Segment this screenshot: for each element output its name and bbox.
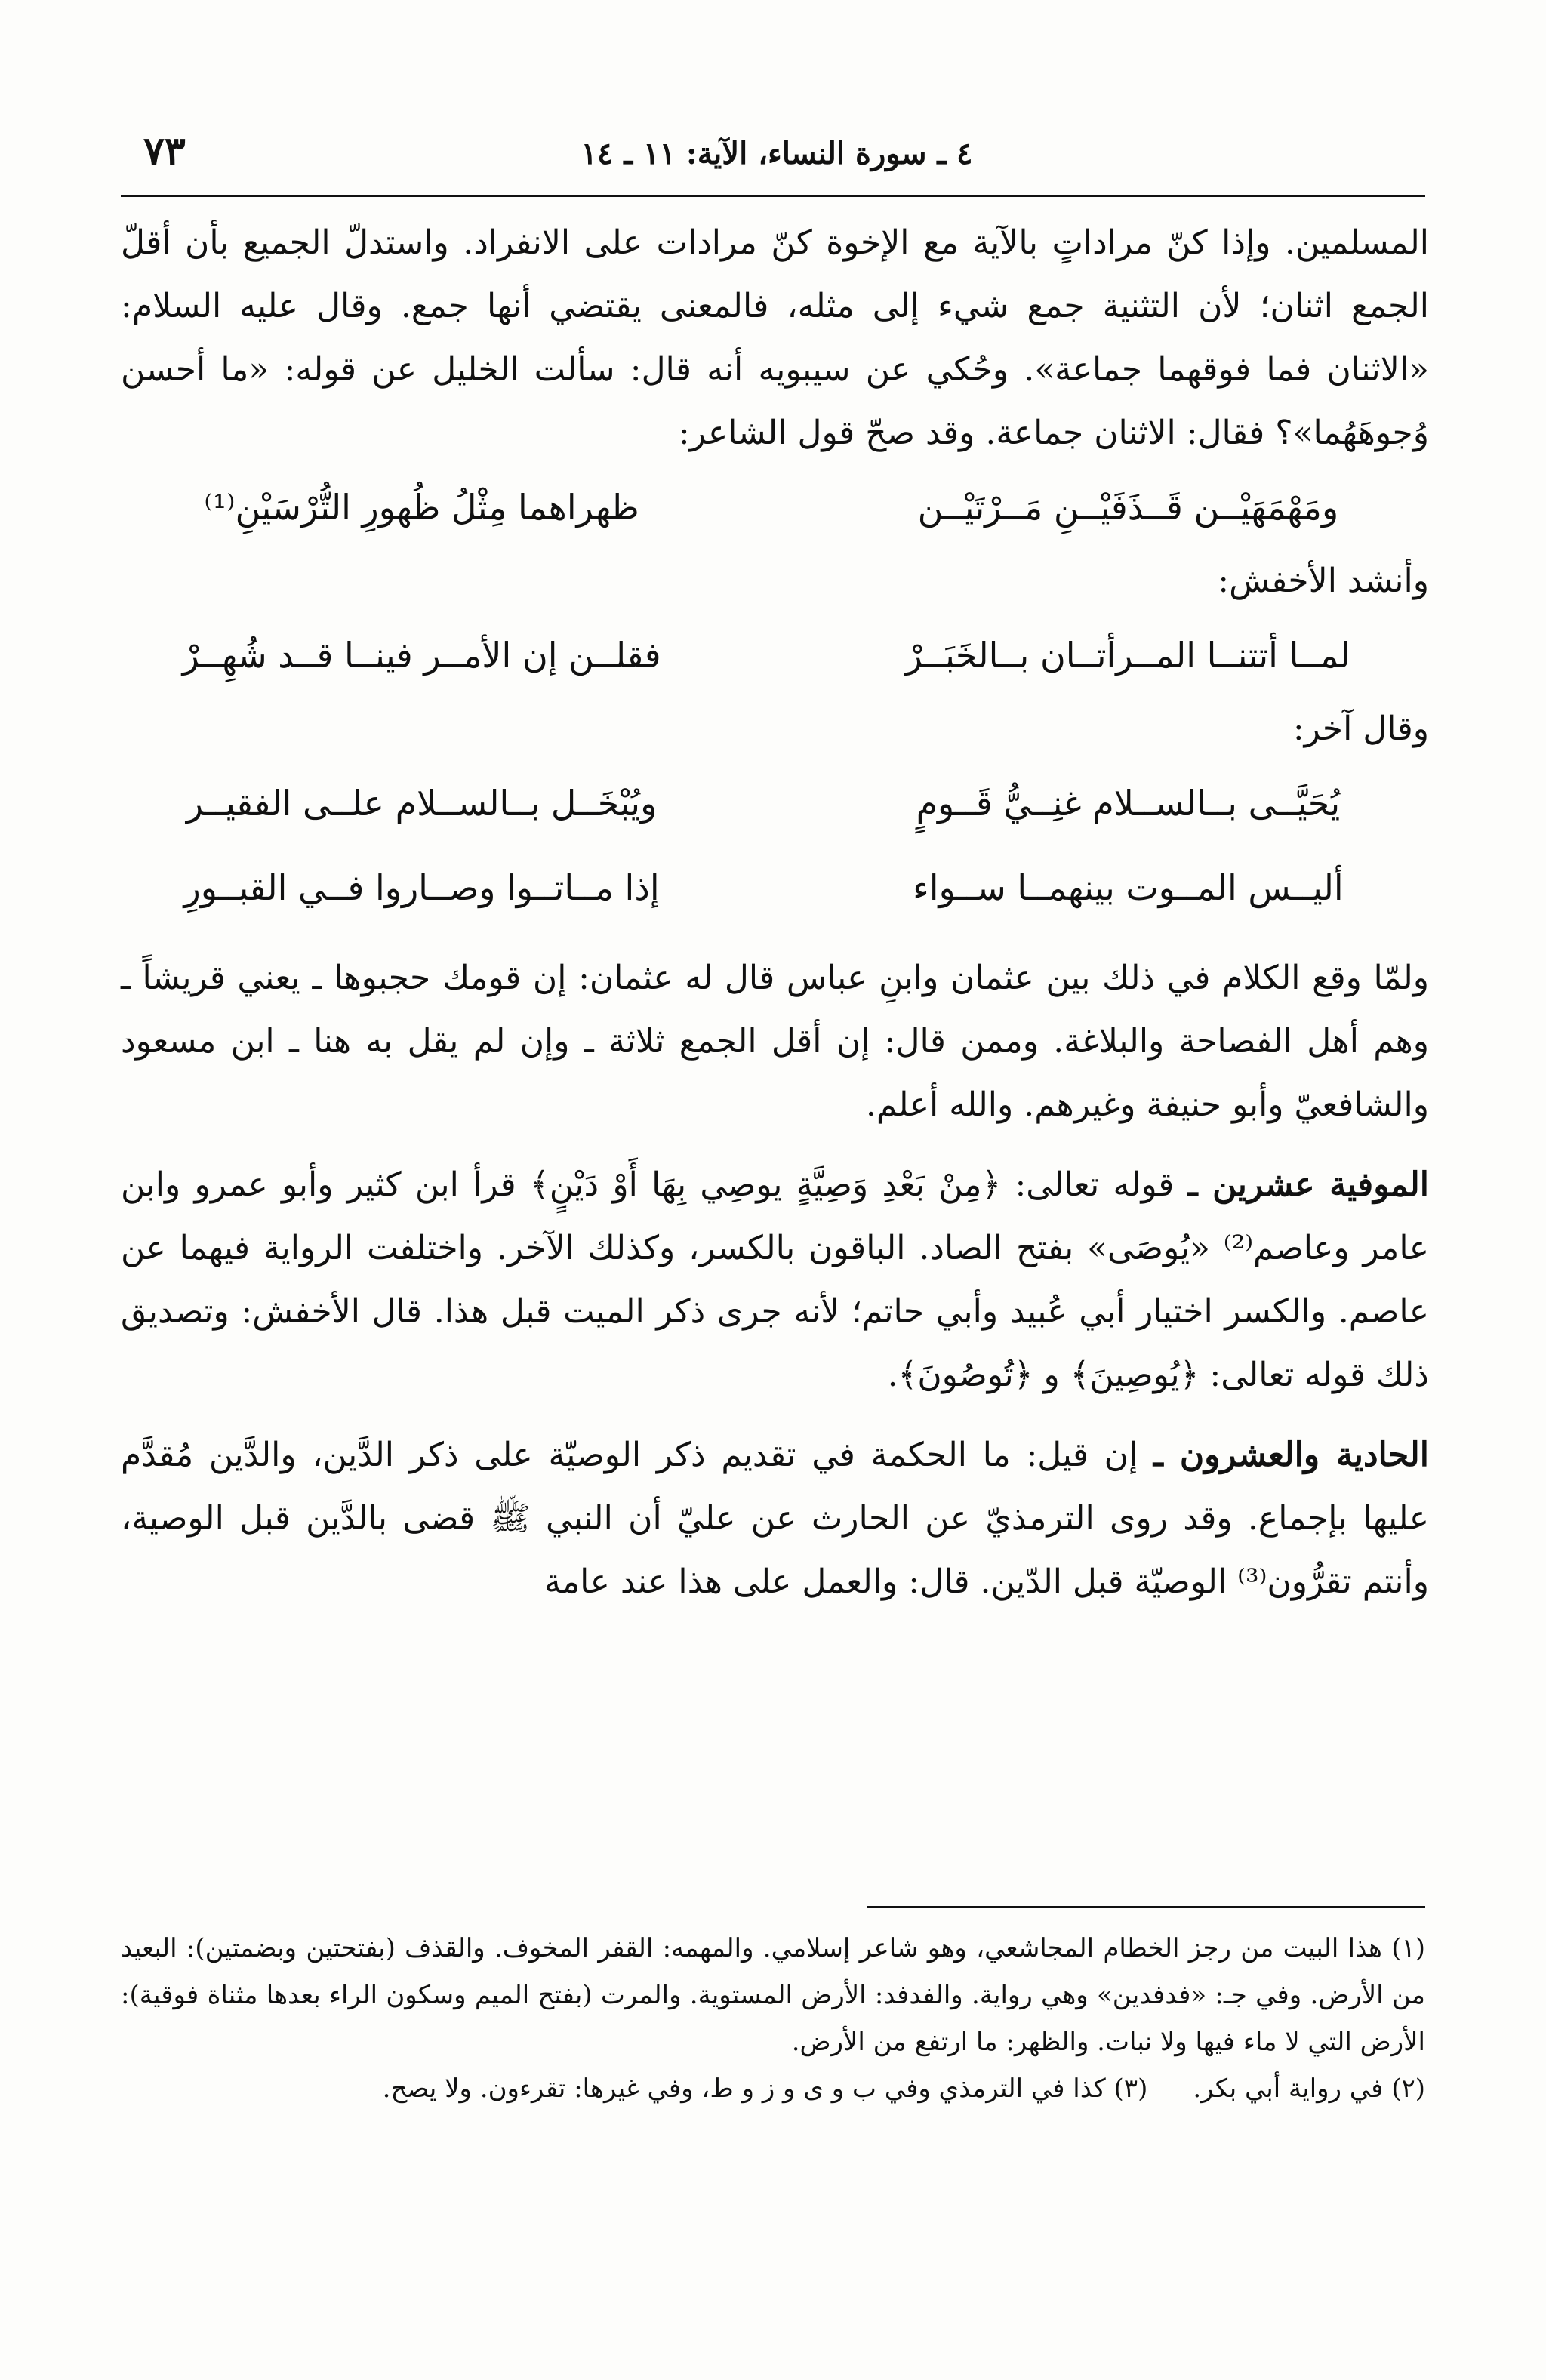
verse-second-hemistich: ويُبْخَــل بــالســلام علــى الفقيــر <box>186 783 658 824</box>
paragraph <box>121 1424 1429 1614</box>
poem-verse <box>121 845 1429 930</box>
verse-second-hemistich: ظهراهما مِثْلُ ظُهورِ التُّرْسَيْنِ⁽¹⁾ <box>204 487 639 528</box>
page-header <box>128 128 1425 189</box>
verse-first-hemistich: يُحَيَّــى بــالســلام غنِــيُّ قَــومٍ <box>916 783 1341 824</box>
footnote: (٣) كذا في الترمذي وفي ب و ى و ز و ط، وفي غيرها: تقرءون. ولا يصح. <box>382 2074 1148 2104</box>
verse-second-hemistich: إذا مــاتــوا وصــاروا فــي القبــورِ <box>183 867 660 908</box>
running-title: ٤ ـ سورة النساء، الآية: ١١ ـ ١٤ <box>581 136 973 171</box>
verse-intro: وأنشد الأخفش: <box>1218 562 1429 600</box>
verse-first-hemistich: ومَهْمَهَيْــن قَــذَفَيْــنِ مَــرْتَيْــن <box>917 487 1339 528</box>
poem-verse <box>121 761 1429 845</box>
header-divider <box>121 195 1425 197</box>
section-heading: الموفية عشرين ـ <box>1187 1165 1430 1204</box>
footnotes <box>121 1925 1425 2112</box>
paragraph-text: قوله تعالى: ﴿مِنْ بَعْدِ وَصِيَّةٍ يوصِي بِهَا أَوْ دَيْنٍ﴾ قرأ ابن كثير وأبو عمرو وابن عامر وعاصم⁽²⁾ «يُوصَى» بفتح الصاد. الباقون بالكسر، وكذلك الآخر. واختلفت الرواية فيهما عن عاصم. والكسر اختيار أبي عُبيد وأبي حاتم؛ لأنه جرى ذكر الميت قبل هذا. قال الأخفش: وتصديق ذلك قوله تعالى: ﴿يُوصِينَ﴾ و ﴿تُوصُونَ﴾. <box>121 1165 1429 1394</box>
verse-first-hemistich: أليــس المــوت بينهمــا ســواء <box>913 867 1344 908</box>
poem-verse <box>121 465 1429 550</box>
footnote-divider <box>867 1906 1425 1908</box>
main-text <box>121 211 1429 1614</box>
paragraph <box>121 1153 1429 1407</box>
poem-verse <box>121 613 1429 697</box>
paragraph-text: إن قيل: ما الحكمة في تقديم ذكر الوصيّة على ذكر الدَّين، والدَّين مُقدَّم عليها بإجماع. وقد روى الترمذيّ عن الحارث عن عليّ أن النبي ﷺ قضى بالدَّين قبل الوصية، وأنتم تقرُّون⁽³⁾ الوصيّة قبل الدّين. قال: والعمل على هذا عند عامة <box>121 1436 1429 1601</box>
footnote: (١) هذا البيت من رجز الخطام المجاشعي، وهو شاعر إسلامي. والمهمه: القفر المخوف. والقذف (بفتحتين وبضمتين): البعيد من الأرض. وفي جـ: «فدفدين» وهي رواية. والفدفد: الأرض المستوية. والمرت (بفتح الميم وسكون الراء بعدها مثناة فوقية): الأرض التي لا ماء فيها ولا نبات. والظهر: ما ارتفع من الأرض. <box>121 1933 1425 2057</box>
verse-second-hemistich: فقلــن إن الأمــر فينــا قــد شُهِــرْ <box>182 635 661 676</box>
verse-intro: وقال آخر: <box>1292 710 1429 748</box>
page-number: ٧٣ <box>143 128 186 174</box>
verse-first-hemistich: لمــا أتتنــا المــرأتــان بــالخَبَــرْ <box>905 635 1351 676</box>
section-heading: الحادية والعشرون ـ <box>1153 1436 1429 1474</box>
footnote: (٢) في رواية أبي بكر. <box>1193 2074 1425 2104</box>
footnote-row <box>121 2065 1425 2112</box>
paragraph: ولمّا وقع الكلام في ذلك بين عثمان وابنِ عباس قال له عثمان: إن قومك حجبوها ـ يعني قريشاً ـ وهم أهل الفصاحة والبلاغة. وممن قال: إن أقل الجمع ثلاثة ـ وإن لم يقل به هنا ـ ابن مسعود والشافعيّ وأبو حنيفة وغيرهم. والله أعلم. <box>121 959 1429 1124</box>
paragraph: المسلمين. وإذا كنّ مراداتٍ بالآية مع الإخوة كنّ مرادات على الانفراد. واستدلّ الجميع بأن أقلّ الجمع اثنان؛ لأن التثنية جمع شيء إلى مثله، فالمعنى يقتضي أنها جمع. وقال عليه السلام: «الاثنان فما فوقهما جماعة». وحُكي عن سيبويه أنه قال: سألت الخليل عن قوله: «ما أحسن وُجوهَهُما»؟ فقال: الاثنان جماعة. وقد صحّ قول الشاعر: <box>121 223 1429 452</box>
